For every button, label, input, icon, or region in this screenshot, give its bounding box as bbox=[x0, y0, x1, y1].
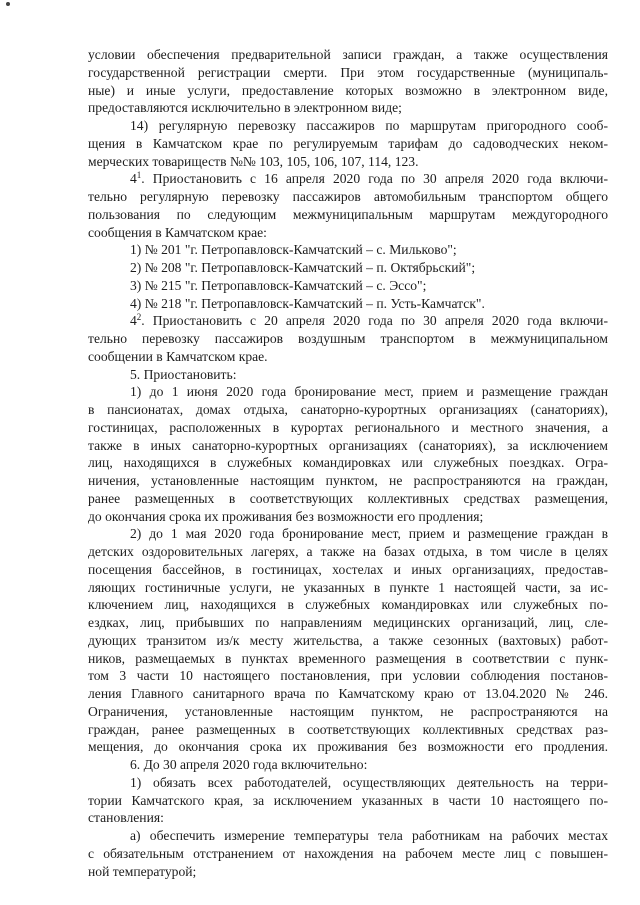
text-line: 2) до 1 мая 2020 года бронирование мест, прием и размещение граждан в bbox=[130, 526, 608, 542]
text-line: с обязательным отстранением от нахождения на рабочем месте лиц с повышен- bbox=[88, 845, 608, 861]
text-line: ников, размещаемых в пунктах временного размещения в соответствии с пунк- bbox=[88, 650, 608, 666]
text-line: 1) обязать всех работодателей, осуществляющих деятельность на терри- bbox=[130, 774, 608, 790]
text-line: ключением лиц, находящихся в служебных командировках или служебных по- bbox=[88, 597, 608, 613]
text-line: условии обеспечения предварительной записи граждан, а также осуществления bbox=[88, 47, 608, 62]
text-line: пользования по следующим межмуниципальным маршрутам междугородного bbox=[88, 206, 608, 222]
text-line: предоставляются исключительно в электронном виде; bbox=[88, 100, 402, 116]
text-line: тельно регулярную перевозку пассажиров автомобильным транспортом общего bbox=[88, 189, 608, 204]
paragraph-number: 4 bbox=[130, 313, 137, 329]
text-line: ничения, установленные настоящим пунктом, не распространяются на граждан, bbox=[88, 473, 608, 488]
text-line bbox=[88, 312, 608, 330]
text-line: 1) № 201 "г. Петропавловск-Камчатский – с. Мильково"; bbox=[130, 242, 457, 258]
text-line: становления: bbox=[88, 810, 164, 826]
text-line: 4) № 218 "г. Петропавловск-Камчатский – п. Усть-Камчатск". bbox=[130, 295, 485, 311]
paragraph-number: 4 bbox=[130, 171, 137, 187]
text-line: посещения бассейнов, в гостиницах, хостелах и иных организациях, предостав- bbox=[88, 561, 608, 577]
text-line: лиц, находящихся в служебных командировках или служебных поездках. Огра- bbox=[88, 455, 608, 471]
text-line: 2) № 208 "г. Петропавловск-Камчатский – п. Октябрьский"; bbox=[130, 260, 476, 275]
text-line: также в иных санаторно-курортных организациях (санаториях), за исключением bbox=[88, 437, 608, 453]
paragraph-text: . Приостановить с 16 апреля 2020 года по 30 апреля 2020 года включи- bbox=[141, 171, 608, 187]
text-line: тельно перевозку пассажиров воздушным транспортом в межмуниципальном bbox=[88, 331, 608, 346]
text-line: ные) и иные услуги, предоставление которых возможно в электронном виде, bbox=[88, 82, 608, 98]
text-line: а) обеспечить измерение температуры тела работникам на рабочих местах bbox=[130, 828, 608, 843]
text-line: щения в Камчатском крае по регулируемым тарифам до садоводческих неком- bbox=[88, 135, 608, 151]
text-line: ранее размещенных в соответствующих коллективных средствах размещения, bbox=[88, 490, 608, 506]
paragraph-superscript: 2 bbox=[136, 312, 142, 323]
text-line: ляющих гостиничные услуги, не указанных в пункте 1 настоящей части, за ис- bbox=[88, 579, 608, 595]
text-line: 6. До 30 апреля 2020 года включительно: bbox=[130, 757, 368, 772]
document-body bbox=[88, 46, 608, 880]
paragraph-superscript: 1 bbox=[136, 170, 142, 181]
text-line: до окончания срока их проживания без возможности его продления; bbox=[88, 508, 484, 524]
scan-dot bbox=[6, 2, 10, 6]
text-line: гостиницах, расположенных в курортах регионального и местного значения, а bbox=[88, 419, 608, 435]
text-line: мерческих товариществ №№ 103, 105, 106, 107, 114, 123. bbox=[88, 153, 419, 169]
text-line: ления Главного санитарного врача по Камчатскому краю от 13.04.2020 № 246. bbox=[88, 686, 608, 701]
text-line: ной температурой; bbox=[88, 863, 197, 879]
text-line: 5. Приостановить: bbox=[130, 366, 237, 382]
text-line: ездках, лиц, прибывших по направлениям медицинских организаций, лиц, сле- bbox=[88, 615, 608, 630]
text-line: мещения, до окончания срока их проживания без возможности его продления. bbox=[88, 739, 608, 755]
text-line: 14) регулярную перевозку пассажиров по маршрутам пригородного сооб- bbox=[130, 118, 608, 133]
text-line: тории Камчатского края, за исключением указанных в части 10 настоящего по- bbox=[88, 792, 608, 808]
text-line: 1) до 1 июня 2020 года бронирование мест, прием и размещение граждан bbox=[130, 384, 608, 400]
paragraph-text: . Приостановить с 20 апреля 2020 года по 30 апреля 2020 года включи- bbox=[141, 313, 608, 329]
text-line: дующих транзитом из/к месту жительства, а также сезонных (вахтовых) работ- bbox=[88, 632, 608, 648]
text-line: Ограничения, установленные настоящим пунктом, не распространяются на bbox=[88, 703, 608, 719]
text-line: детских оздоровительных лагерях, а также на базах отдыха, в том числе в целях bbox=[88, 544, 608, 559]
text-line bbox=[88, 170, 608, 188]
text-line: граждан, ранее размещенных в соответствующих коллективных средствах раз- bbox=[88, 721, 608, 737]
text-line: сообщения в Камчатском крае: bbox=[88, 224, 267, 240]
text-line: сообщении в Камчатском крае. bbox=[88, 348, 268, 364]
text-line: государственной регистрации смерти. При этом государственные (муниципаль- bbox=[88, 64, 608, 80]
text-line: в пансионатах, домах отдыха, санаторно-курортных организациях (санаториях), bbox=[88, 402, 608, 417]
text-line: 3) № 215 "г. Петропавловск-Камчатский – с. Эссо"; bbox=[130, 277, 427, 293]
text-line: том 3 части 10 настоящего постановления, при условии соблюдения постанов- bbox=[88, 668, 608, 684]
